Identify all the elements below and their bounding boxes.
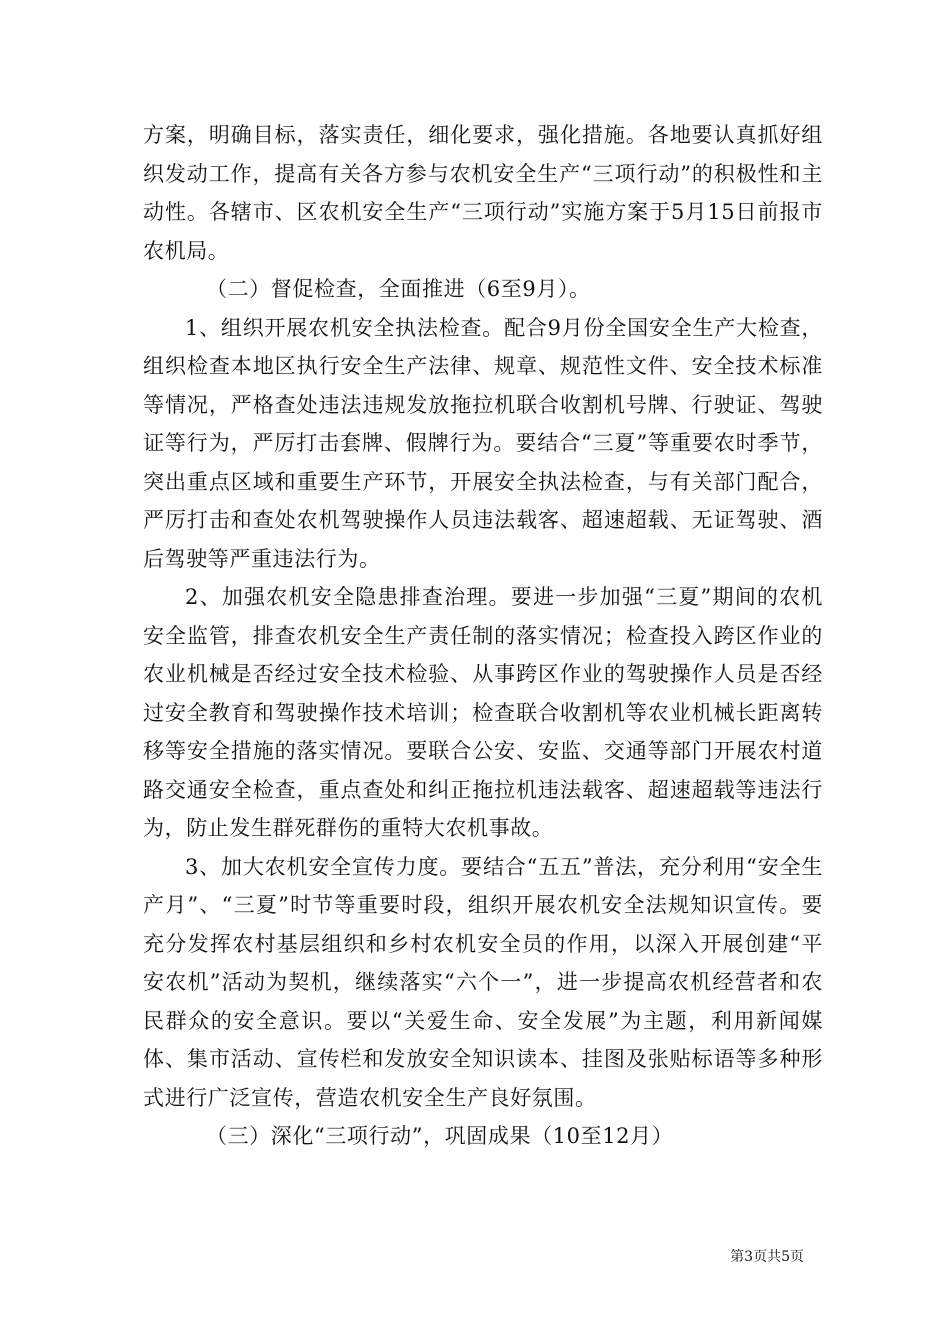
section-heading-3: （三）深化“三项行动”，巩固成果（10至12月） [206, 1124, 674, 1148]
paragraph-item-3: 3、加大农机安全宣传力度。要结合“五五”普法，充分利用“安全生产月”、“三夏”时节等重要时段，组织开展农机安全法规知识宣传。要充分发挥农村基层组织和乡村农机安全员的作用，以深入开展创建“平安农机”活动为契机，继续落实“六个一”，进一步提高农机经营者和农民群众的安全意识。要以“关爱生命、安全发展”为主题，利用新闻媒体、集市活动、宣传栏和发放安全知识读本、挂图及张贴标语等多种形式进行广泛宣传，营造农机安全生产良好氛围。 [143, 854, 823, 1110]
section-heading-2: （二）督促检查，全面推进（6至9月）。 [206, 277, 591, 301]
paragraph-continuation: 方案，明确目标，落实责任，细化要求，强化措施。各地要认真抓好组织发动工作，提高有关各方参与农机安全生产“三项行动”的积极性和主动性。各辖市、区农机安全生产“三项行动”实施方案于5月15日前报市农机局。 [143, 123, 823, 263]
document-body [143, 116, 823, 1156]
page-number: 第3页共5页 [730, 1249, 804, 1265]
paragraph-item-1: 1、组织开展农机安全执法检查。配合9月份全国安全生产大检查，组织检查本地区执行安全生产法律、规章、规范性文件、安全技术标准等情况，严格查处违法违规发放拖拉机联合收割机号牌、行驶证、驾驶证等行为，严厉打击套牌、假牌行为。要结合“三夏”等重要农时季节，突出重点区域和重要生产环节，开展安全执法检查，与有关部门配合，严厉打击和查处农机驾驶操作人员违法载客、超速超载、无证驾驶、酒后驾驶等严重违法行为。 [143, 315, 823, 571]
paragraph-item-2: 2、加强农机安全隐患排查治理。要进一步加强“三夏”期间的农机安全监管，排查农机安全生产责任制的落实情况；检查投入跨区作业的农业机械是否经过安全技术检验、从事跨区作业的驾驶操作人员是否经过安全教育和驾驶操作技术培训；检查联合收割机等农业机械长距离转移等安全措施的落实情况。要联合公安、安监、交通等部门开展农村道路交通安全检查，重点查处和纠正拖拉机违法载客、超速超载等违法行为，防止发生群死群伤的重特大农机事故。 [143, 585, 823, 840]
